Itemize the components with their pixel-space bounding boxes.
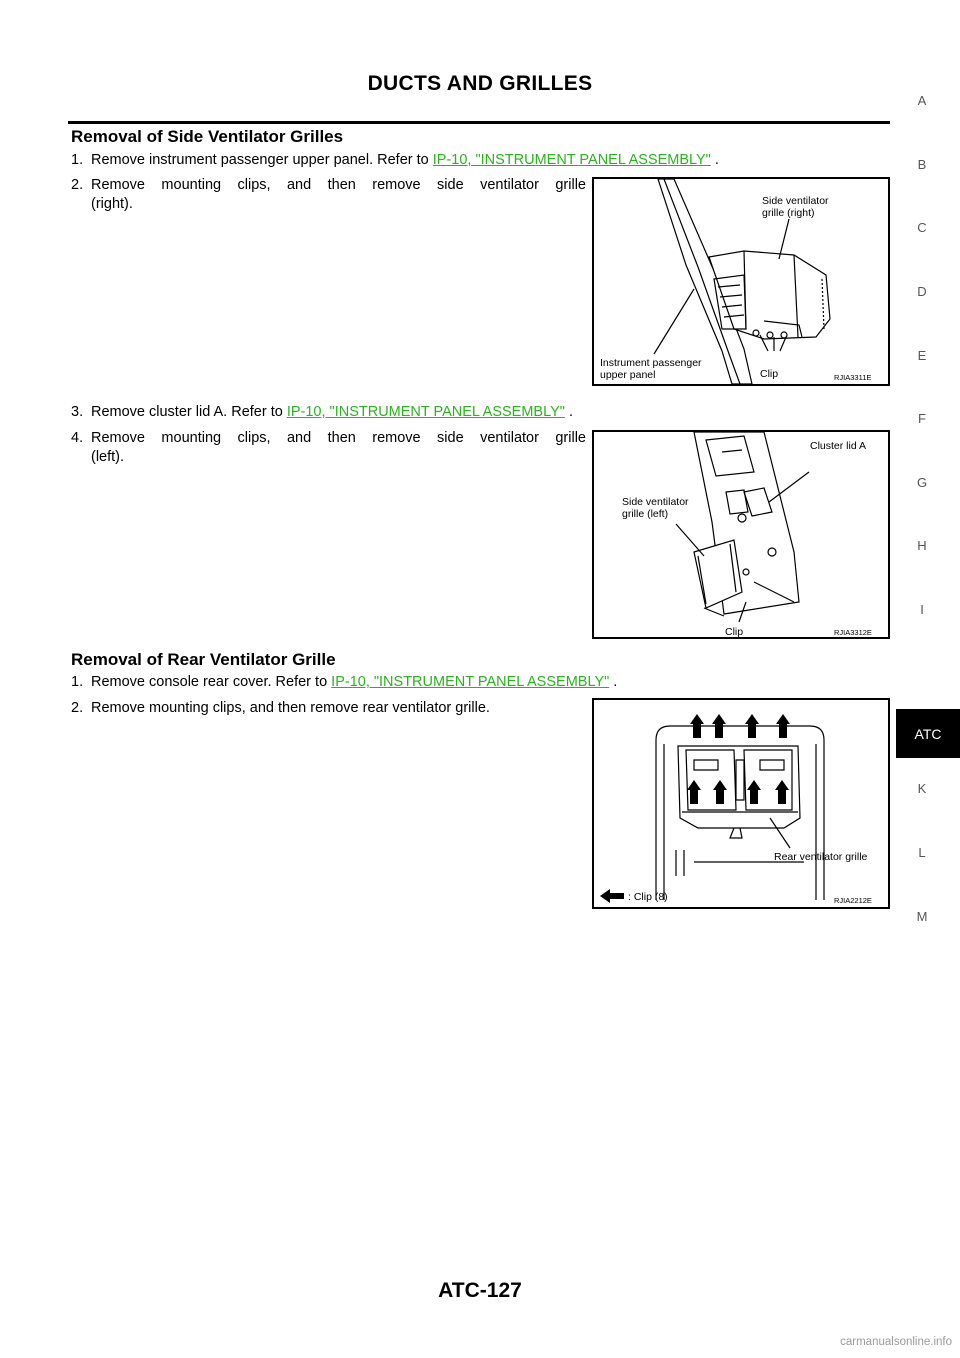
- step-text-continued: (left).: [91, 449, 125, 465]
- rear-grille-illustration: [594, 700, 888, 907]
- step-text-after: .: [609, 674, 618, 690]
- rear-step-2: [71, 699, 490, 718]
- step-number: 3.: [71, 404, 84, 420]
- figure-code: RJIA2212E: [834, 896, 872, 905]
- page-header-title: DUCTS AND GRILLES: [367, 72, 593, 95]
- sidebar-letter-c[interactable]: C: [917, 220, 927, 235]
- clip-label: Clip: [725, 626, 744, 638]
- figure-side-grille-left: [592, 430, 890, 639]
- step-number: 4.: [71, 430, 84, 446]
- step-number: 1.: [71, 152, 84, 168]
- sidebar-letter-b[interactable]: B: [917, 157, 927, 172]
- sidebar-letter-l[interactable]: L: [918, 845, 926, 860]
- step-text: Remove mounting clips, and then remove rear ventilator grille.: [91, 700, 490, 716]
- sidebar-letter-f[interactable]: F: [918, 411, 926, 426]
- step-text-after: .: [710, 152, 719, 168]
- watermark: carmanualsonline.info: [840, 1336, 952, 1348]
- instrument-panel-label: Instrument passenger upper panel: [600, 357, 702, 381]
- cluster-lid-label: Cluster lid A: [810, 440, 867, 452]
- step-text-after: .: [564, 404, 573, 420]
- clip-legend: : Clip (8): [628, 891, 668, 903]
- sidebar-letter-a[interactable]: A: [917, 93, 927, 108]
- sidebar-tab-atc-active[interactable]: ATC: [896, 709, 960, 758]
- side-grilles-heading: Removal of Side Ventilator Grilles: [71, 127, 344, 146]
- sidebar-letter-d[interactable]: D: [917, 284, 927, 299]
- rear-grille-heading: Removal of Rear Ventilator Grille: [71, 650, 336, 669]
- side-step-4: [71, 429, 586, 467]
- figure-rear-grille: [592, 698, 890, 909]
- figure-code: RJIA3312E: [834, 628, 872, 637]
- ip-10-link[interactable]: IP-10, "INSTRUMENT PANEL ASSEMBLY": [331, 674, 610, 690]
- side-step-1: [71, 151, 719, 170]
- side-step-3: [71, 403, 573, 422]
- rear-grille-label: Rear ventilator grille: [774, 851, 868, 863]
- side-grille-left-illustration: [594, 432, 888, 637]
- step-text: Remove cluster lid A. Refer to: [91, 404, 287, 420]
- step-text: Remove mounting clips, and then remove side ventilator grille: [91, 177, 586, 193]
- side-step-2: [71, 176, 586, 214]
- step-text: Remove console rear cover. Refer to: [91, 674, 332, 690]
- rear-step-1: [71, 673, 617, 692]
- sidebar-letter-g[interactable]: G: [916, 475, 928, 490]
- side-grille-right-label: Side ventilator grille (right): [762, 195, 829, 219]
- sidebar-letter-i[interactable]: I: [920, 602, 924, 617]
- sidebar-letter-k[interactable]: K: [917, 781, 927, 796]
- step-number: 1.: [71, 674, 84, 690]
- step-text-continued: (right).: [91, 196, 133, 212]
- clip-label: Clip: [760, 368, 779, 380]
- sidebar-letter-h[interactable]: H: [917, 538, 927, 553]
- step-number: 2.: [71, 177, 84, 193]
- step-text: Remove mounting clips, and then remove side ventilator grille: [91, 430, 586, 446]
- side-grille-right-illustration: [594, 179, 888, 384]
- sidebar-letter-m[interactable]: M: [916, 909, 928, 924]
- page-number: ATC-127: [438, 1279, 522, 1302]
- sidebar-letter-e[interactable]: E: [917, 348, 927, 363]
- ip-10-link[interactable]: IP-10, "INSTRUMENT PANEL ASSEMBLY": [432, 152, 711, 168]
- side-grille-left-label: Side ventilator grille (left): [622, 496, 689, 520]
- step-text: Remove instrument passenger upper panel. Refer to: [91, 152, 433, 168]
- step-number: 2.: [71, 700, 84, 716]
- figure-code: RJIA3311E: [834, 373, 872, 382]
- figure-side-grille-right: [592, 177, 890, 386]
- header-rule: [68, 121, 890, 124]
- ip-10-link[interactable]: IP-10, "INSTRUMENT PANEL ASSEMBLY": [286, 404, 565, 420]
